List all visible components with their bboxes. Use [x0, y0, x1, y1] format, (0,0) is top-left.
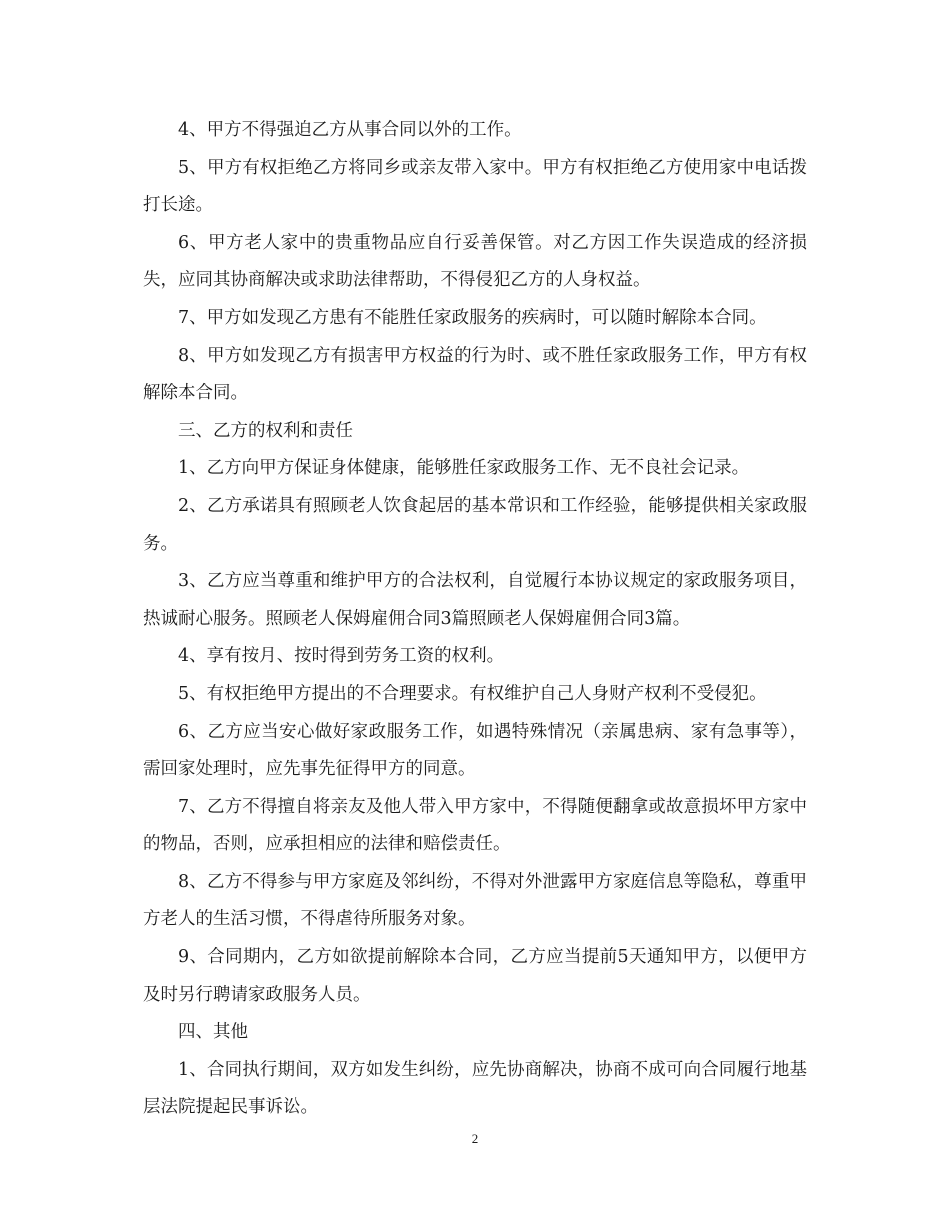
clause-paragraph: 6、甲方老人家中的贵重物品应自行妥善保管。对乙方因工作失误造成的经济损失，应同其协商解决或求助法律帮助，不得侵犯乙方的人身权益。	[143, 232, 807, 291]
clause-paragraph: 1、乙方向甲方保证身体健康，能够胜任家政服务工作、无不良社会记录。	[178, 458, 750, 479]
clause-paragraph: 4、甲方不得强迫乙方从事合同以外的工作。	[178, 120, 522, 140]
clause-paragraph: 5、甲方有权拒绝乙方将同乡或亲友带入家中。甲方有权拒绝乙方使用家中电话拨打长途。	[143, 157, 807, 216]
clause-paragraph: 8、甲方如发现乙方有损害甲方权益的行为时、或不胜任家政服务工作，甲方有权解除本合同。	[143, 345, 807, 404]
clause-paragraph: 3、乙方应当尊重和维护甲方的合法权利，自觉履行本协议规定的家政服务项目，热诚耐心服务。照顾老人保姆雇佣合同3篇照顾老人保姆雇佣合同3篇。	[143, 571, 807, 629]
clause-paragraph: 7、甲方如发现乙方患有不能胜任家政服务的疾病时，可以随时解除本合同。	[178, 307, 767, 328]
section-heading: 四、其他	[178, 1022, 248, 1043]
section-heading: 三、乙方的权利和责任	[178, 420, 353, 441]
document-body	[143, 112, 807, 1127]
clause-paragraph: 1、合同执行期间，双方如发生纠纷，应先协商解决，协商不成可向合同履行地基层法院提起民事诉讼。	[143, 1059, 807, 1118]
clause-paragraph: 9、合同期内，乙方如欲提前解除本合同，乙方应当提前5天通知甲方，以便甲方及时另行聘请家政服务人员。	[143, 947, 807, 1005]
clause-paragraph: 5、有权拒绝甲方提出的不合理要求。有权维护自己人身财产权利不受侵犯。	[178, 683, 767, 704]
clause-paragraph: 6、乙方应当安心做好家政服务工作，如遇特殊情况（亲属患病、家有急事等），需回家处理时，应先事先征得甲方的同意。	[143, 721, 807, 780]
clause-paragraph: 2、乙方承诺具有照顾老人饮食起居的基本常识和工作经验，能够提供相关家政服务。	[143, 495, 807, 554]
clause-paragraph: 7、乙方不得擅自将亲友及他人带入甲方家中，不得随便翻拿或故意损坏甲方家中的物品，否则，应承担相应的法律和赔偿责任。	[143, 796, 807, 855]
clause-paragraph: 4、享有按月、按时得到劳务工资的权利。	[178, 646, 505, 667]
clause-paragraph: 8、乙方不得参与甲方家庭及邻纠纷，不得对外泄露甲方家庭信息等隐私，尊重甲方老人的生活习惯，不得虐待所服务对象。	[143, 871, 807, 930]
page-number: 2	[471, 1131, 479, 1146]
